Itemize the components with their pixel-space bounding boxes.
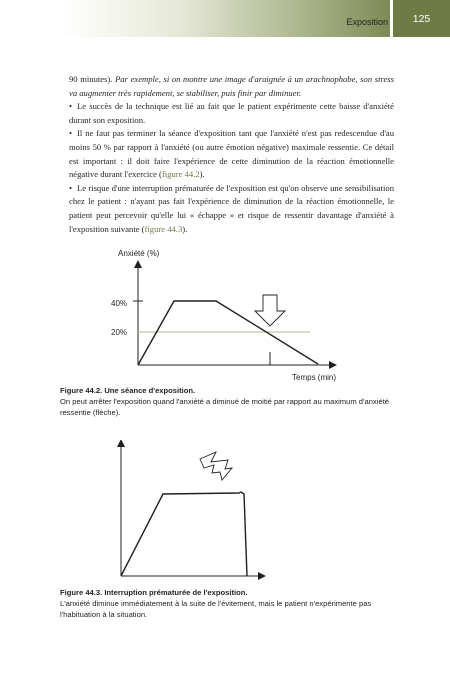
figure-44-3	[0, 440, 450, 590]
figure-44-2-caption-text: On peut arrêter l'exposition quand l'anxiété a diminué de moitié par rapport au maximum d'anxiété ressentie (flèche).	[60, 397, 389, 418]
page-header	[0, 0, 450, 37]
figure-44-2-link[interactable]: figure 44.2	[161, 169, 200, 180]
tick-40-label: 40%	[111, 299, 128, 308]
paragraph-1-example: Par exemple, si on montre une image d'araignée à un arachnophobe, son stress va augmenter très rapidement, se stabiliser, puis finir par diminuer.	[69, 74, 394, 98]
bullet-icon: •	[69, 182, 73, 193]
tick-20-label: 20%	[111, 328, 128, 337]
bullet-3-end: ).	[182, 223, 188, 234]
bullet-icon: •	[69, 101, 73, 112]
figure-44-2-diagram	[0, 240, 450, 390]
figure-44-2-caption	[60, 385, 400, 419]
header-band	[60, 0, 390, 37]
bullet-2-text: Il ne faut pas terminer la séance d'exposition tant que l'anxiété n'est pas redescendue d'au moins 50 % par rapport à l'anxiété (ou autre émotion négative) maximale ressentie. Ce détail est important : il doit faire l'expérience de cette diminution de la réaction émotionnelle négative durant l'exercice (	[69, 128, 394, 180]
anxiety-curve	[138, 301, 318, 365]
bullet-1	[69, 100, 394, 127]
figure-44-3-link[interactable]: figure 44.3	[144, 223, 183, 234]
figure-44-2-caption-title: Figure 44.2. Une séance d'exposition.	[60, 386, 196, 395]
bullet-2	[69, 127, 394, 181]
header-section-title: Exposition	[346, 17, 388, 27]
bullet-1-text: Le succès de la technique est lié au fait que le patient expérimente cette baisse d'anxiété durant son exposition.	[69, 101, 394, 125]
bullet-3	[69, 182, 394, 236]
figure-44-3-caption-text: L'anxiété diminue immédiatement à la suite de l'évitement, mais le patient n'expérimente pas l'habituation à la situation.	[60, 599, 372, 620]
anxiety-curve	[121, 492, 247, 576]
paragraph-1-text: 90 minutes).	[69, 74, 116, 84]
y-axis-label: Anxiété (%)	[118, 249, 160, 258]
x-axis-label: Temps (min)	[292, 373, 337, 382]
down-arrow-icon	[255, 295, 285, 326]
figure-44-3-caption	[60, 587, 400, 621]
paragraph-1	[69, 73, 394, 100]
figure-44-2	[0, 240, 450, 390]
bullet-icon: •	[69, 128, 73, 139]
figure-44-3-diagram	[0, 440, 450, 590]
body-text	[69, 73, 394, 236]
lightning-bolt-icon	[200, 452, 232, 480]
bullet-2-end: ).	[199, 169, 205, 180]
figure-44-3-caption-title: Figure 44.3. Interruption prématurée de l'exposition.	[60, 588, 248, 597]
page-number: 125	[393, 0, 450, 37]
bullet-3-text: Le risque d'une interruption prématurée de l'exposition est qu'on observe une sensibilisation chez le patient : n'ayant pas fait l'expérience de diminution de la réaction émotionnelle, le patient peut percevoir qu'elle lui « échappe » et risque de ressentir davantage d'anxiété à l'exposition suivante (	[69, 182, 394, 234]
